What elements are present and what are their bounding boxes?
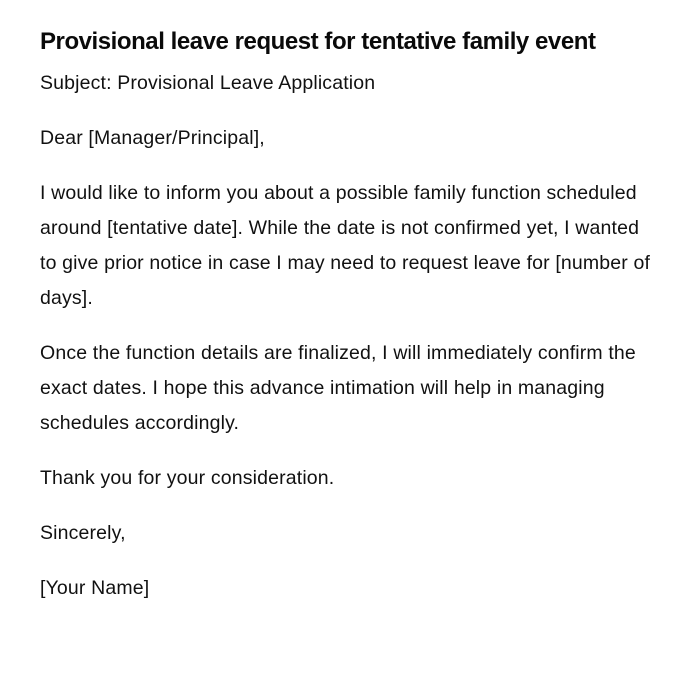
subject-line: Subject: Provisional Leave Application (40, 72, 376, 94)
closing: Sincerely, (40, 522, 126, 544)
signature: [Your Name] (40, 577, 150, 599)
body-paragraph-1: I would like to inform you about a possible family function scheduled around [tentative date]. While the date is not confirmed yet, I wanted to give prior notice in case I may need to request leave for [number of days]. (40, 182, 651, 309)
body-paragraph-2: Once the function details are finalized, I will immediately confirm the exact dates. I hope this advance intimation will help in managing schedules accordingly. (40, 342, 636, 434)
page-title: Provisional leave request for tentative family event (40, 28, 596, 55)
body-paragraph-3: Thank you for your consideration. (40, 467, 335, 489)
salutation: Dear [Manager/Principal], (40, 127, 265, 149)
